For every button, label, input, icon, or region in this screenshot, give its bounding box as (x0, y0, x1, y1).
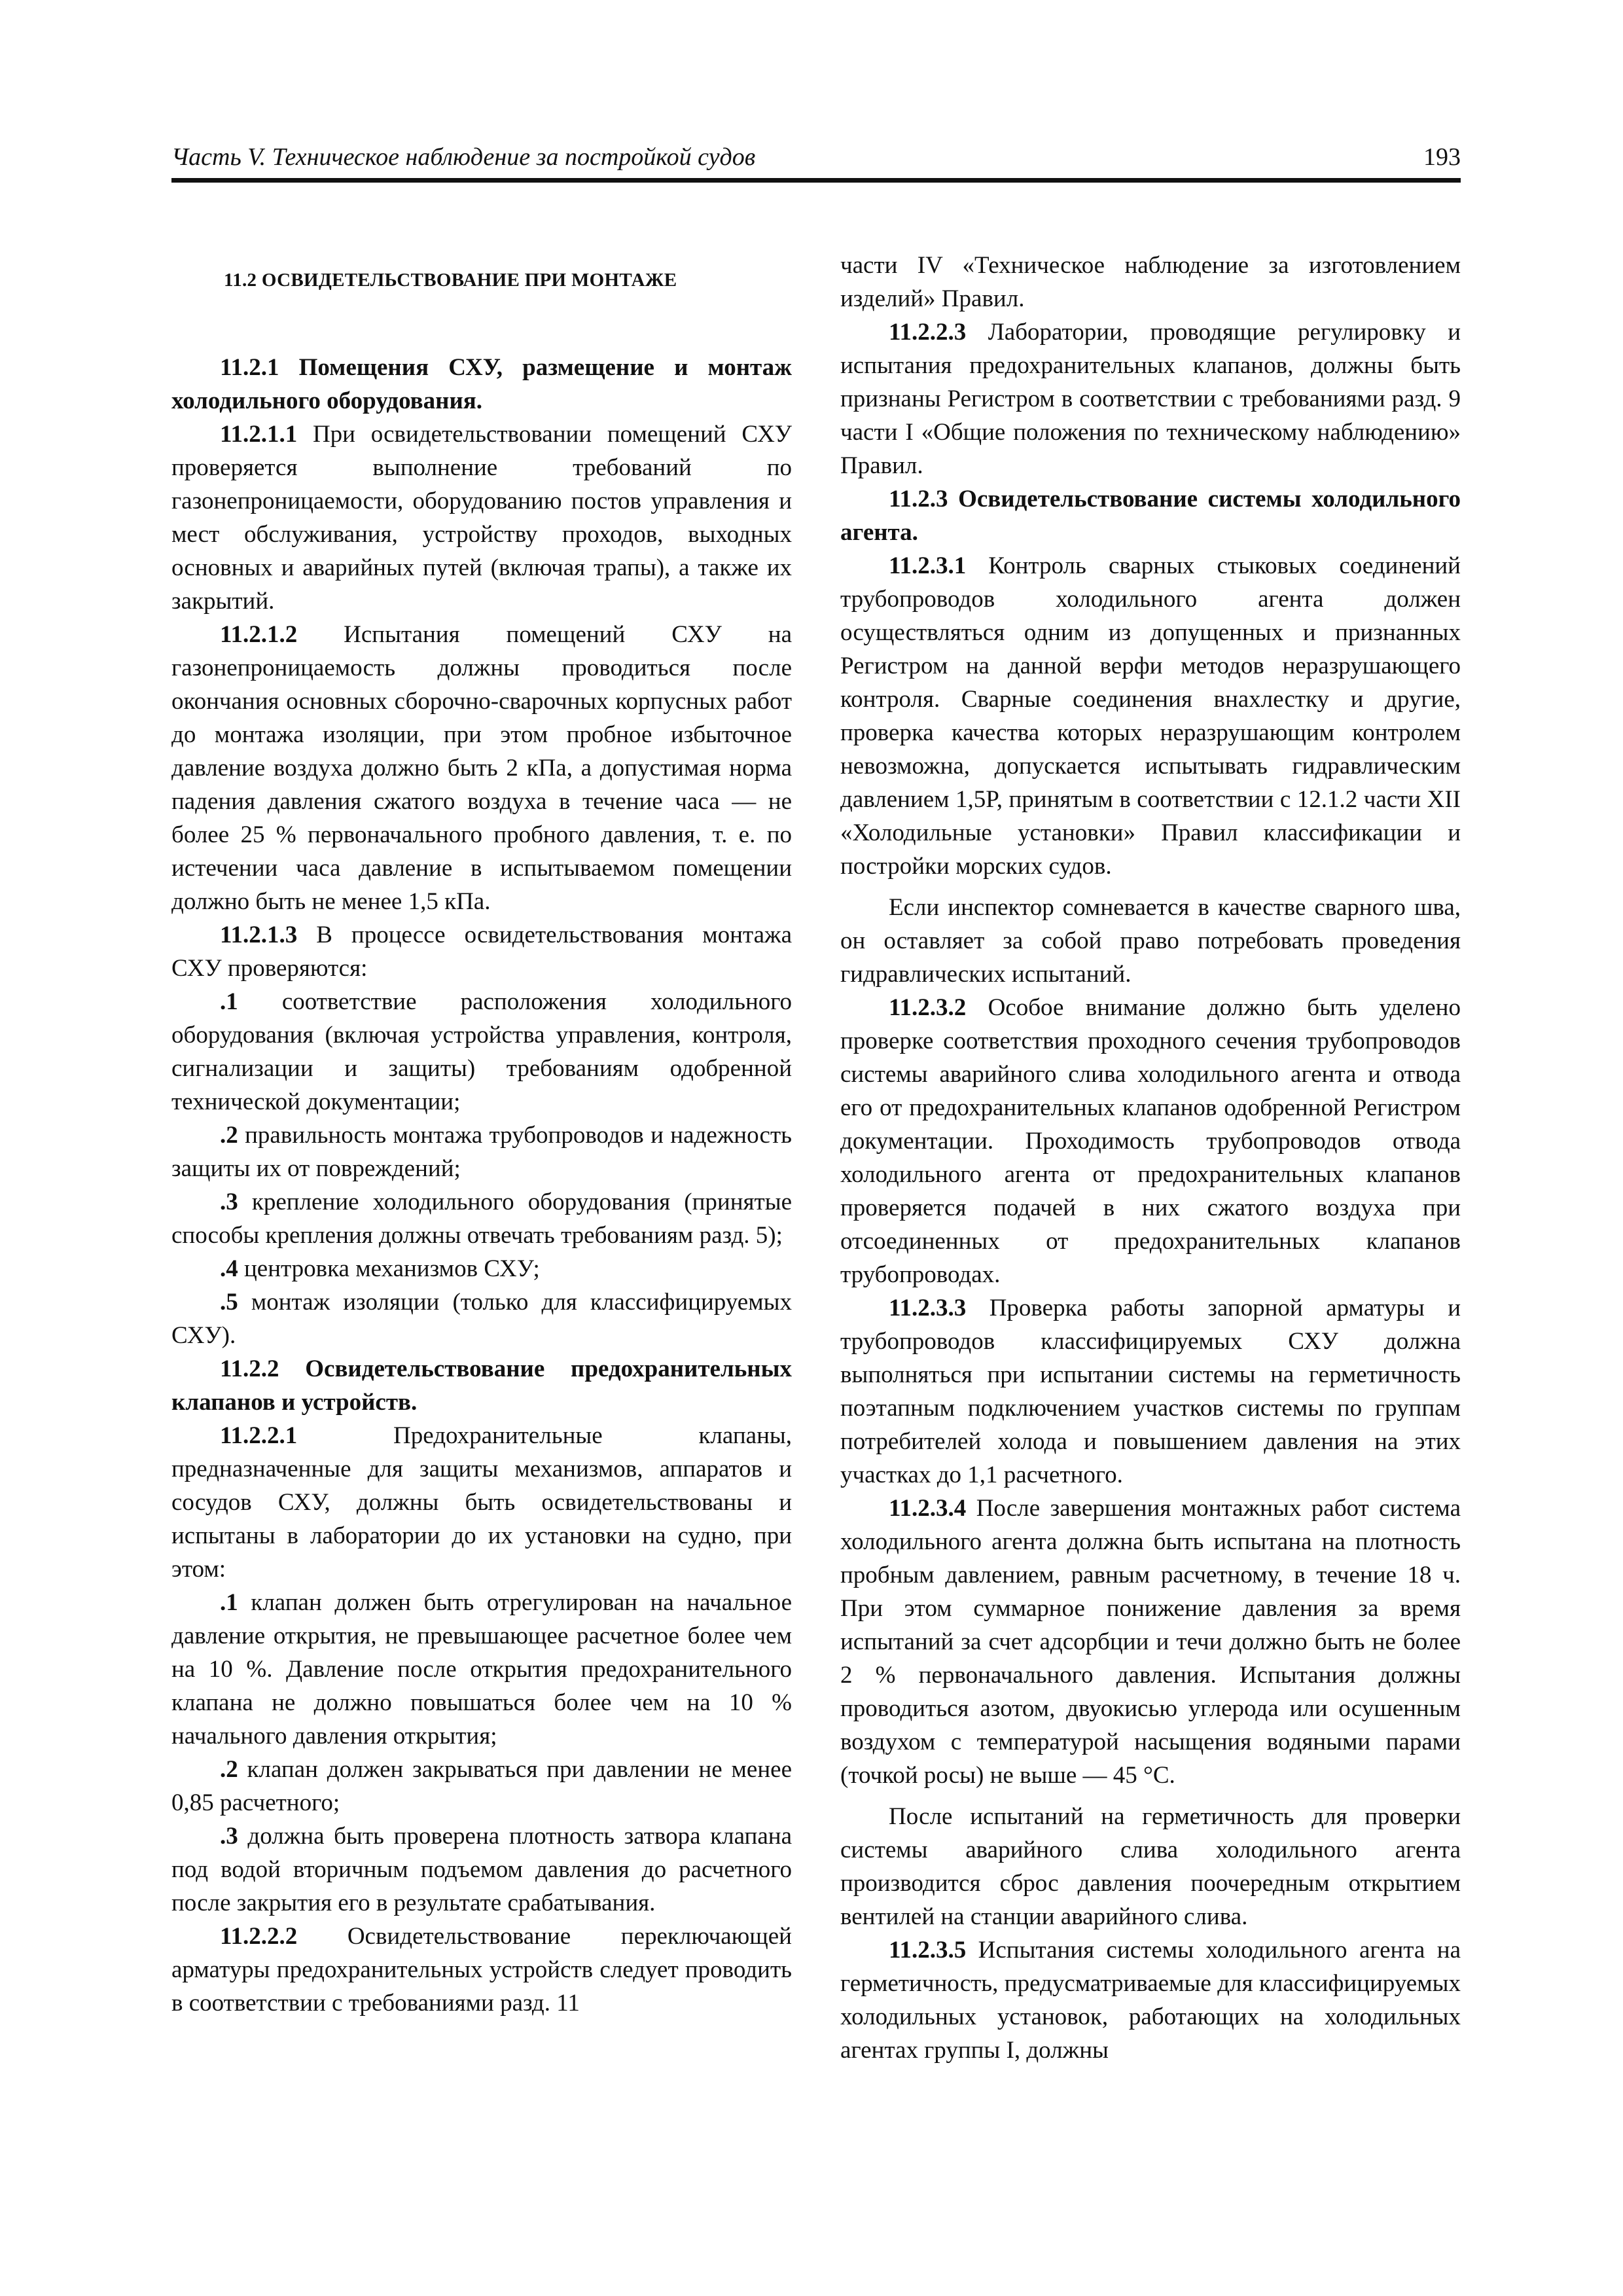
subsection-heading-11-2-3: 11.2.3 Освидетельствование системы холодильного агента. (840, 486, 1461, 546)
item-number: .1 (220, 988, 238, 1015)
item-text: центровка механизмов СХУ; (238, 1255, 540, 1282)
clause-number: 11.2.3.3 (889, 1295, 967, 1321)
paragraph-11-2-2-2 (171, 1920, 792, 2020)
valve-item-2 (171, 1753, 792, 1820)
item-text: клапан должен быть отрегулирован на начальное давление открытия, не превышающее расчетное более чем на 10 %. Давление после открытия предохранительного клапана не должно повышаться более чем на 10 % начального давления открытия; (171, 1589, 792, 1749)
paragraph-11-2-1-2 (171, 618, 792, 918)
paragraph-11-2-3-2 (840, 991, 1461, 1291)
right-column (840, 249, 1461, 2067)
clause-number: 11.2.2.1 (220, 1422, 298, 1449)
clause-number: 11.2.2.3 (889, 319, 967, 346)
item-number: .2 (220, 1122, 238, 1149)
subsection-heading-11-2-1: 11.2.1 Помещения СХУ, размещение и монтаж холодильного оборудования. (171, 354, 792, 414)
item-number: .3 (220, 1823, 238, 1850)
clause-number: 11.2.1.1 (220, 421, 298, 448)
item-text: крепление холодильного оборудования (принятые способы крепления должны отвечать требованиям разд. 5); (171, 1189, 792, 1249)
paragraph-11-2-3-3 (840, 1291, 1461, 1492)
running-header (171, 143, 1461, 179)
clause-text: Проверка работы запорной арматуры и трубопроводов классифицируемых СХУ должна выполняться при испытании системы на герметичность поэтапным подключением участков системы по группам потребителей холода и повышением давления на этих участках до 1,1 расчетного. (840, 1295, 1461, 1488)
clause-number: 11.2.1.2 (220, 621, 298, 648)
header-rule (171, 178, 1461, 183)
clause-text: Испытания системы холодильного агента на герметичность, предусматриваемые для классифицируемых холодильных установок, работающих на холодильных агентах группы I, должны (840, 1937, 1461, 2064)
list-item-3 (171, 1185, 792, 1252)
item-text: правильность монтажа трубопроводов и надежность защиты их от повреждений; (171, 1122, 792, 1182)
clause-number: 11.2.1.3 (220, 922, 298, 948)
clause-text: Особое внимание должно быть уделено проверке соответствия проходного сечения трубопроводов системы аварийного слива холодильного агента и отвода его от предохранительных клапанов одобренной Регистром документации. Проходимость трубопроводов отвода холодильного агента от предохранительных клапанов проверяется подачей в них сжатого воздуха при отсоединенных от предохранительных клапанов трубопроводах. (840, 994, 1461, 1288)
item-text: монтаж изоляции (только для классифицируемых СХУ). (171, 1289, 792, 1349)
list-item-2 (171, 1119, 792, 1185)
clause-text: Контроль сварных стыковых соединений трубопроводов холодильного агента должен осуществляться одним из допущенных и признанных Регистром на данной верфи методов неразрушающего контроля. Сварные соединения внахлестку и другие, проверка качества которых неразрушающим контролем невозможна, допускается испытывать гидравлическим давлением 1,5P, принятым в соответствии с 12.1.2 части XII «Холодильные установки» Правил классификации и постройки морских судов. (840, 552, 1461, 880)
item-number: .5 (220, 1289, 238, 1316)
paragraph-11-2-2-3 (840, 315, 1461, 482)
clause-text: После завершения монтажных работ система холодильного агента должна быть испытана на плотность пробным давлением, равным расчетному, в течение 18 ч. При этом суммарное понижение давления за время испытаний за счет адсорбции и течи должно быть не более 2 % первоначального давления. Испытания должны проводиться азотом, двуокисью углерода или осушенным воздухом с температурой насыщения водяными парами (точкой росы) не выше — 45 °С. (840, 1495, 1461, 1789)
paragraph-11-2-2-1 (171, 1419, 792, 1586)
paragraph-11-2-1-3 (171, 918, 792, 985)
clause-text: Освидетельствование переключающей арматуры предохранительных устройств следует проводить в соответствии с требованиями разд. 11 (171, 1923, 792, 2017)
page-number: 193 (1423, 143, 1461, 171)
list-item-1 (171, 985, 792, 1119)
list-item-5 (171, 1285, 792, 1352)
clause-number: 11.2.3.5 (889, 1937, 967, 1964)
clause-number: 11.2.3.2 (889, 994, 967, 1021)
paragraph-11-2-1-1 (171, 418, 792, 618)
item-number: .3 (220, 1189, 238, 1215)
valve-item-3 (171, 1820, 792, 1920)
section-title: 11.2 ОСВИДЕТЕЛЬСТВОВАНИЕ ПРИ МОНТАЖЕ (224, 270, 677, 291)
item-number: .4 (220, 1255, 238, 1282)
clause-text: Испытания помещений СХУ на газонепроницаемость должны проводиться после окончания основных сборочно-сварочных корпусных работ до монтажа изоляции, при этом пробное избыточное давление воздуха должно быть 2 кПа, а допустимая норма падения давления сжатого воздуха в течение часа — не более 25 % первоначального пробного давления, т. е. по истечении часа давление в испытываемом помещении должно быть не менее 1,5 кПа. (171, 621, 792, 915)
paragraph-11-2-3-1 (840, 549, 1461, 883)
clause-number: 11.2.3.4 (889, 1495, 967, 1522)
clause-number: 11.2.2.2 (220, 1923, 298, 1950)
paragraph-11-2-3-5 (840, 1933, 1461, 2067)
valve-item-1 (171, 1586, 792, 1753)
item-number: .2 (220, 1756, 238, 1783)
item-text: должна быть проверена плотность затвора клапана под водой вторичным подъемом давления до расчетного после закрытия его в результате срабатывания. (171, 1823, 792, 1916)
paragraph-11-2-3-4 (840, 1492, 1461, 1792)
paragraph-after-tests: После испытаний на герметичность для проверки системы аварийного слива холодильного агента производится сброс давления поочередным открытием вентилей на станции аварийного слива. (840, 1803, 1461, 1930)
item-text: клапан должен закрываться при давлении не менее 0,85 расчетного; (171, 1756, 792, 1816)
continued-paragraph: части IV «Техническое наблюдение за изготовлением изделий» Правил. (840, 252, 1461, 312)
running-header-title: Часть V. Техническое наблюдение за постройкой судов (171, 143, 756, 171)
clause-number: 11.2.3.1 (889, 552, 967, 579)
subsection-heading-11-2-2: 11.2.2 Освидетельствование предохранительных клапанов и устройств. (171, 1355, 792, 1416)
item-text: соответствие расположения холодильного оборудования (включая устройства управления, контроля, сигнализации и защиты) требованиям одобренной технической документации; (171, 988, 792, 1115)
item-number: .1 (220, 1589, 238, 1616)
clause-text: Предохранительные клапаны, предназначенные для защиты механизмов, аппаратов и сосудов СХУ, должны быть освидетельствованы и испытаны в лаборатории до их установки на судно, при этом: (171, 1422, 792, 1583)
clause-text: При освидетельствовании помещений СХУ проверяется выполнение требований по газонепроницаемости, оборудованию постов управления и мест обслуживания, устройству проходов, выходных основных и аварийных путей (включая трапы), а также их закрытий. (171, 421, 792, 615)
paragraph-inspector: Если инспектор сомневается в качестве сварного шва, он оставляет за собой право потребовать проведения гидравлических испытаний. (840, 894, 1461, 988)
list-item-4 (171, 1252, 792, 1285)
clause-text: В процессе освидетельствования монтажа СХУ проверяются: (171, 922, 792, 982)
clause-text: Лаборатории, проводящие регулировку и испытания предохранительных клапанов, должны быть признаны Регистром в соответствии с требованиями разд. 9 части I «Общие положения по техническому наблюдению» Правил. (840, 319, 1461, 479)
left-column (171, 249, 792, 2020)
